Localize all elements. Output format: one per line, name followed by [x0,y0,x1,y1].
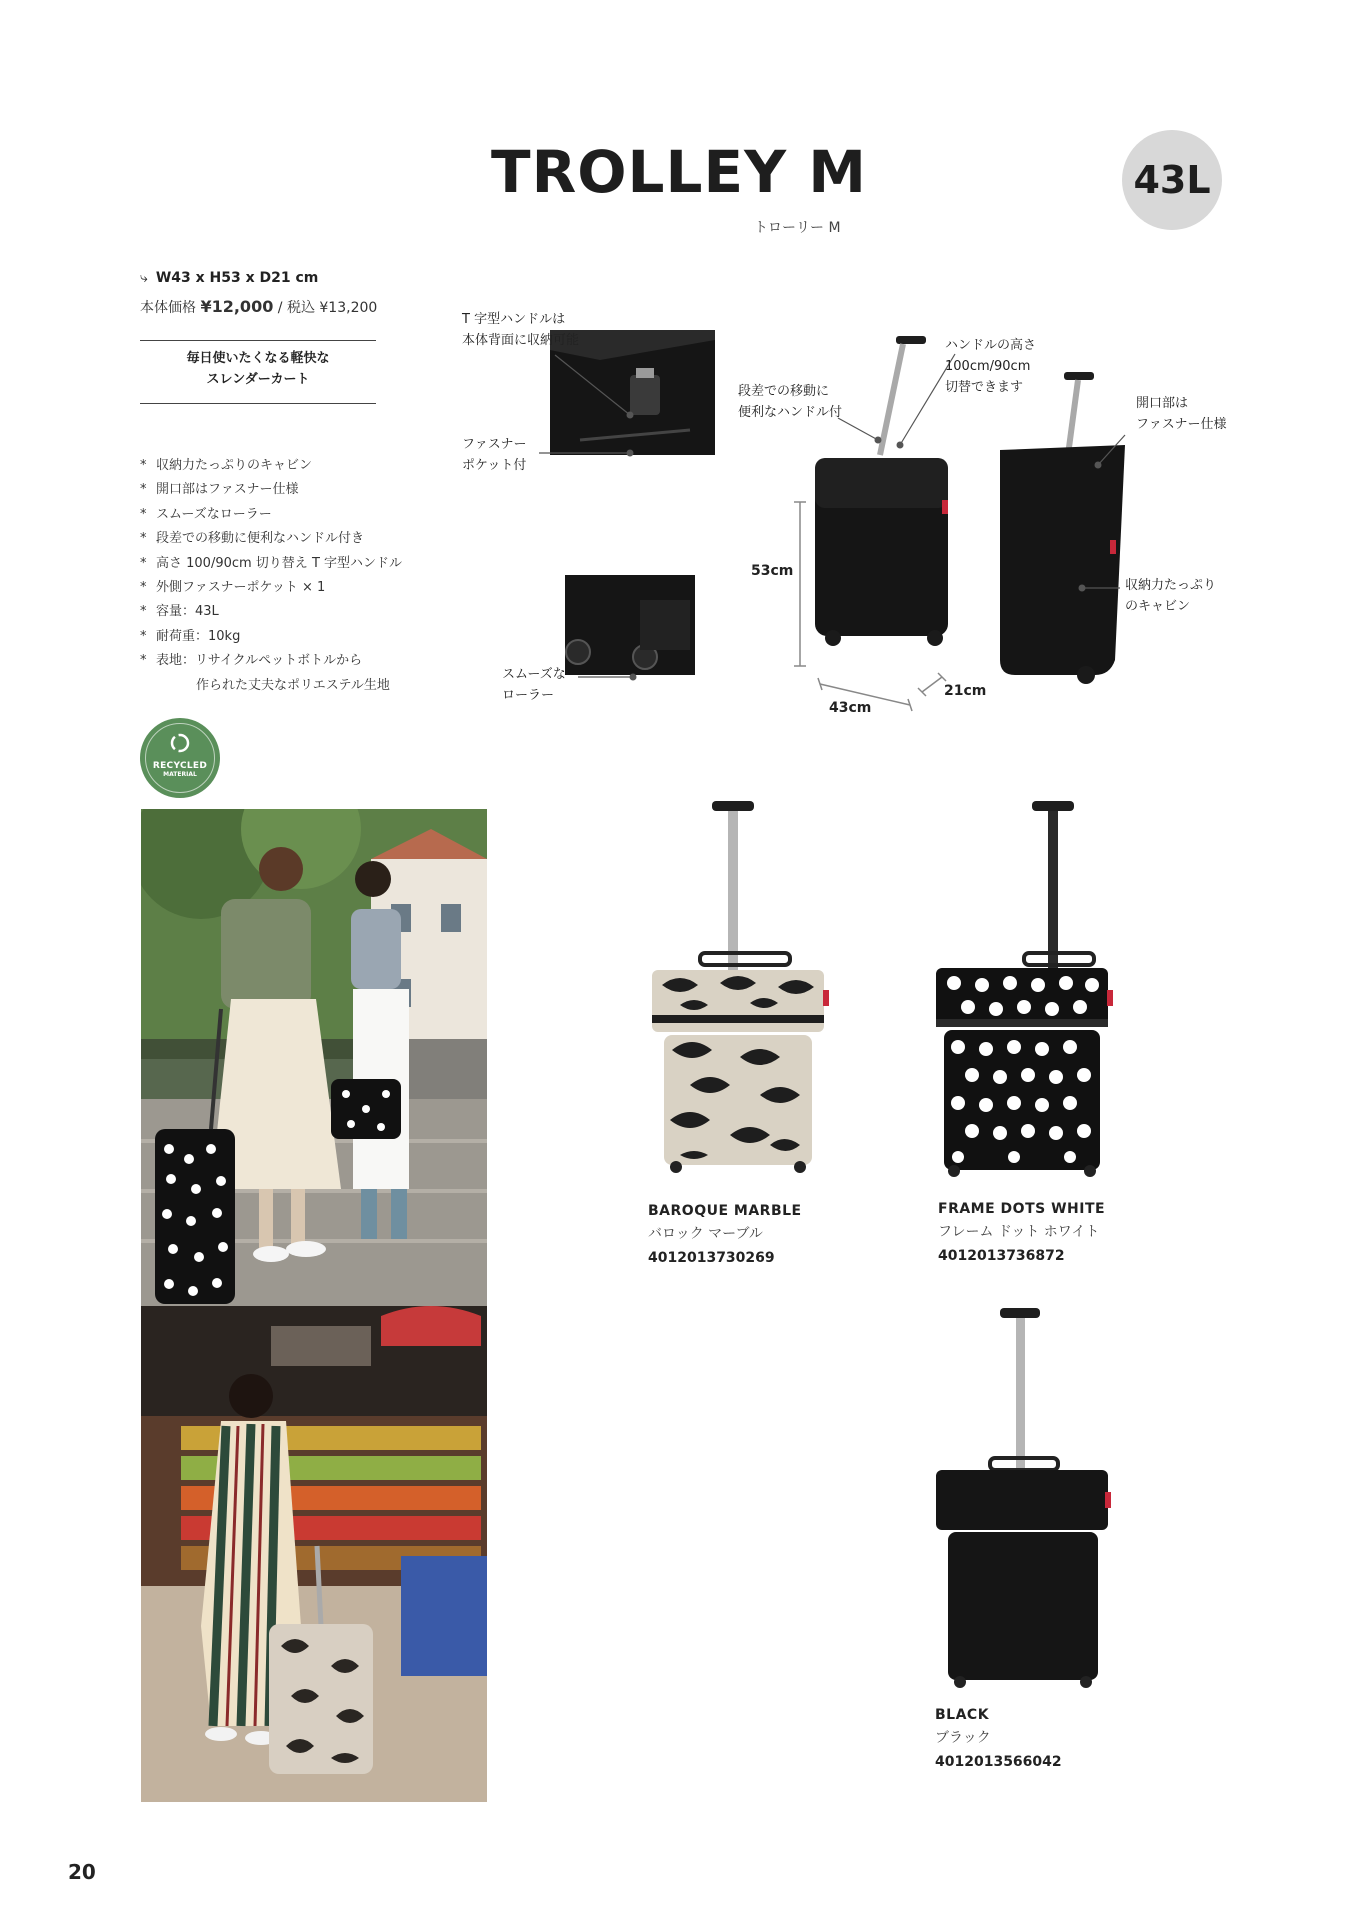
price-label: 本体価格 [140,300,196,316]
product-name-jp-baroque-marble: バロック マーブル [648,1226,763,1242]
feature-item: * スムーズなローラー [140,506,272,522]
feature-item: * 収納力たっぷりのキャビン [140,458,313,473]
annotation-cabin: 収納力たっぷり のキャビン [1125,578,1217,614]
product-name-frame-dots-white: FRAME DOTS WHITE [938,1201,1106,1217]
feature-item: * 段差での移動に便利なハンドル付き [140,531,365,547]
feature-item: * 表地：リサイクルペットボトルから [140,653,363,669]
dimension-width: 43cm [829,700,872,716]
dimension-arrow-icon: ⤷ [140,270,148,286]
dimension-depth: 21cm [944,683,987,699]
annotation-t-handle: T 字型ハンドルは 本体背面に収納可能 [462,312,580,348]
product-code-frame-dots-white: 4012013736872 [938,1248,1065,1264]
product-name-black: BLACK [935,1707,990,1723]
badge-line-1: RECYCLED [152,760,208,771]
dimensions-text: W43 x H53 x D21 cm [155,270,319,286]
capacity-badge: 43L [1122,130,1222,230]
side-view-trolley [1000,445,1125,675]
annotation-handle-height: ハンドルの高さ 100cm/90cm 切替できます [945,338,1037,395]
feature-item: * 外側ファスナーポケット × 1 [140,580,326,596]
feature-item: * 容量：43L [140,604,219,620]
product-name-baroque-marble: BAROQUE MARBLE [648,1203,802,1219]
annotation-pocket: ファスナー ポケット付 [462,437,527,473]
product-name-jp-black: ブラック [935,1730,991,1746]
tagline-line-1: 毎日使いたくなる軽快な [186,351,330,366]
product-image-frame-dots-white [930,795,1130,1185]
feature-item-continuation: 作られた丈夫なポリエステル生地 [196,677,390,693]
dimension-height: 53cm [751,563,794,579]
product-image-baroque-marble [640,795,840,1185]
price-tax: / 税込 ¥13,200 [277,300,378,316]
feature-item: * 開口部はファスナー仕様 [140,482,299,498]
price-value: ¥12,000 [200,297,274,316]
annotation-roller: スムーズな ローラー [502,667,566,703]
tagline-line-2: スレンダーカート [206,372,310,387]
feature-item: * 高さ 100/90cm 切り替え T 字型ハンドル [140,555,403,571]
product-name-jp-frame-dots-white: フレーム ドット ホワイト [938,1224,1100,1240]
feature-item: * 耐荷重：10kg [140,628,241,644]
page-number: 20 [68,1860,96,1884]
annotation-step-handle: 段差での移動に 便利なハンドル付 [738,384,843,420]
product-image-black [920,1300,1130,1695]
page-title: TROLLEY M [491,138,867,206]
product-code-baroque-marble: 4012013730269 [648,1250,775,1266]
product-code-black: 4012013566042 [935,1754,1062,1770]
page-subtitle: トローリー M [754,220,841,236]
annotation-opening: 開口部は ファスナー仕様 [1136,396,1227,432]
badge-line-2: MATERIAL [163,770,197,778]
